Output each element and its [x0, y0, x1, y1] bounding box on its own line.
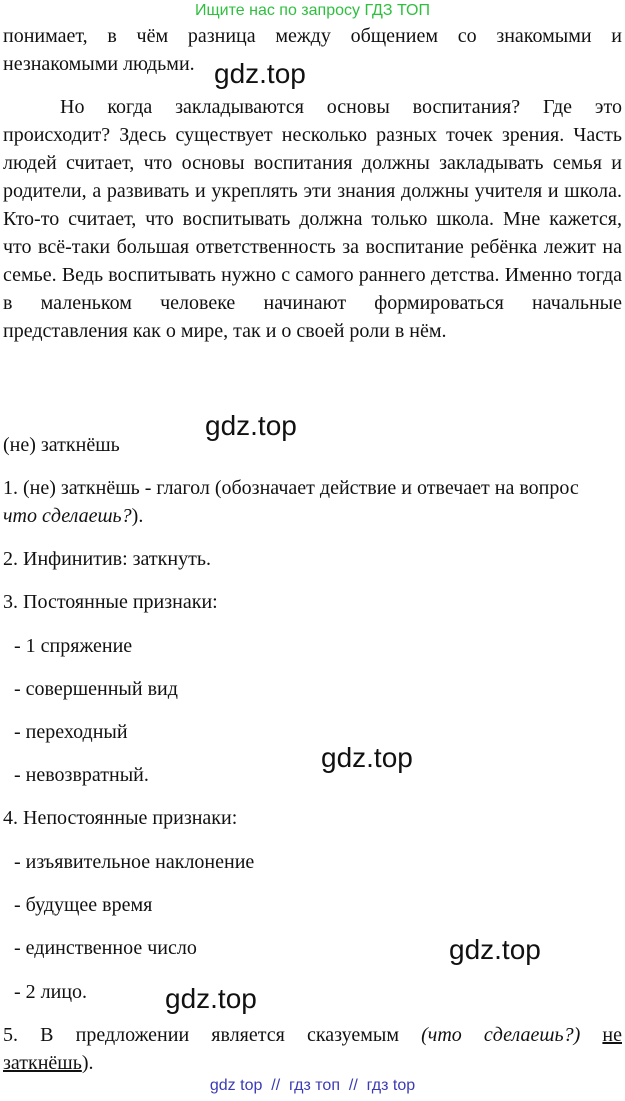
watermark-1: gdz.top — [214, 58, 306, 89]
watermark-3: gdz.top — [321, 742, 413, 773]
variable-feature-3: - единственное число — [14, 937, 197, 959]
analysis-item-1-continued — [3, 502, 622, 530]
variable-feature-4: - 2 лицо. — [14, 981, 88, 1003]
analysis-item-5-predicate: заткнёшь — [3, 1052, 82, 1074]
watermark-4: gdz.top — [449, 934, 541, 965]
analysis-item-5-text: 5. В предложении является сказуемым — [3, 1024, 422, 1046]
analysis-item-4: 4. Непостоянные признаки: — [3, 807, 238, 829]
variable-feature-2: - будущее время — [14, 894, 153, 916]
analysis-item-1-end: ). — [131, 505, 144, 527]
watermark-2: gdz.top — [205, 410, 297, 441]
constant-feature-1: - 1 спряжение — [14, 635, 133, 657]
analysis-item-5-ne: не — [602, 1024, 622, 1046]
analysis-item-3: 3. Постоянные признаки: — [3, 591, 218, 613]
watermark-5: gdz.top — [165, 983, 257, 1014]
analyzed-word: (не) заткнёшь — [3, 434, 120, 456]
analysis-item-1 — [3, 474, 622, 502]
essay-paragraph-2 — [3, 93, 622, 345]
essay-paragraph-1: понимает, в чём разница между общением со знакомыми и незнакомыми людьми. — [3, 25, 622, 75]
analysis-item-2: 2. Инфинитив: заткнуть. — [3, 548, 211, 570]
variable-feature-1: - изъявительное наклонение — [14, 851, 255, 873]
top-search-banner: Ищите нас по запросу ГДЗ ТОП — [195, 2, 430, 19]
analysis-item-1-question: что сделаешь? — [3, 505, 132, 527]
essay-paragraph-2-text: Но когда закладываются основы воспитания? Где это происходит? Здесь существует несколько разных точек зрения. Часть людей считает, что основы воспитания должны закладывать семья и родители, а развивать и укреплять эти знания должны учителя и школа. Кто-то считает, что воспитывать должна только школа. Мне кажется, что всё-таки большая ответственность за воспитание ребёнка лежит на семье. Ведь воспитывать нужно с самого раннего детства. Именно тогда в маленьком человеке начинают формироваться начальные представления как о мире, так и о своей роли в нём. — [3, 96, 622, 342]
analysis-item-5 — [3, 1021, 622, 1049]
analysis-item-1-text: 1. (не) заткнёшь - глагол (обозначает действие и отвечает на вопрос — [3, 477, 579, 499]
bottom-banner: gdz top // гдз топ // гдз top — [209, 1077, 416, 1094]
analysis-item-5-question: (что сделаешь?) — [421, 1024, 581, 1046]
analysis-item-5-end: ). — [81, 1052, 94, 1074]
constant-feature-3: - переходный — [14, 721, 128, 743]
constant-feature-4: - невозвратный. — [14, 764, 149, 786]
constant-feature-2: - совершенный вид — [14, 678, 178, 700]
